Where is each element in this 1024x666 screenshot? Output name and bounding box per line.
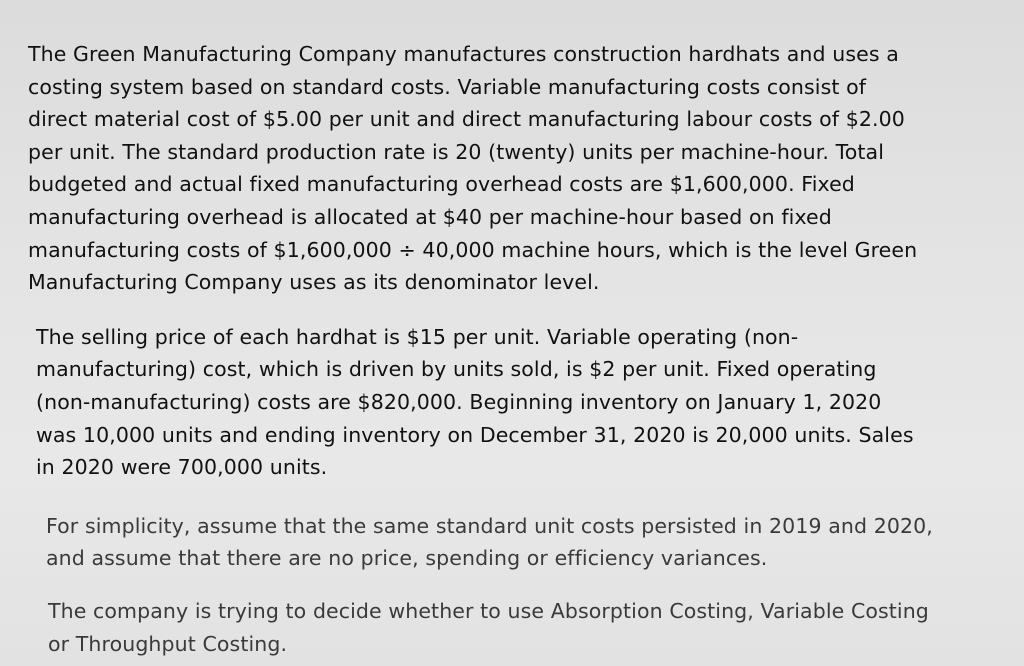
paragraph-decision: The company is trying to decide whether to use Absorption Costing, Variable Costing or Throughput Costing.: [48, 598, 929, 656]
paragraph-selling-and-inventory: The selling price of each hardhat is $15 per unit. Variable operating (non- manufacturing) cost, which is driven by units sold, is $2 per unit. Fixed operating (non-manufacturing) costs are $820,000. Beginning inventory on January 1, 2020 was 10,000 units and ending inventory on December 31, 2020 is 20,000 units. Sales in 2020 were 700,000 units.: [36, 324, 914, 480]
paragraph-company-overview: The Green Manufacturing Company manufactures construction hardhats and uses a costing system based on standard costs. Variable manufacturing costs consist of direct material cost of $5.00 per unit and direct manufacturing labour costs of $2.00 per unit. The standard production rate is 20 (twenty) units per machine-hour. Total budgeted and actual fixed manufacturing overhead costs are $1,600,000. Fixed manufacturing overhead is allocated at $40 per machine-hour based on fixed manufacturing costs of $1,600,000 ÷ 40,000 machine hours, which is the level Green Manufacturing Company uses as its denominator level.: [28, 42, 918, 295]
paragraph-assumptions: For simplicity, assume that the same standard unit costs persisted in 2019 and 2020, and assume that there are no price, spending or efficiency variances.: [46, 513, 933, 571]
